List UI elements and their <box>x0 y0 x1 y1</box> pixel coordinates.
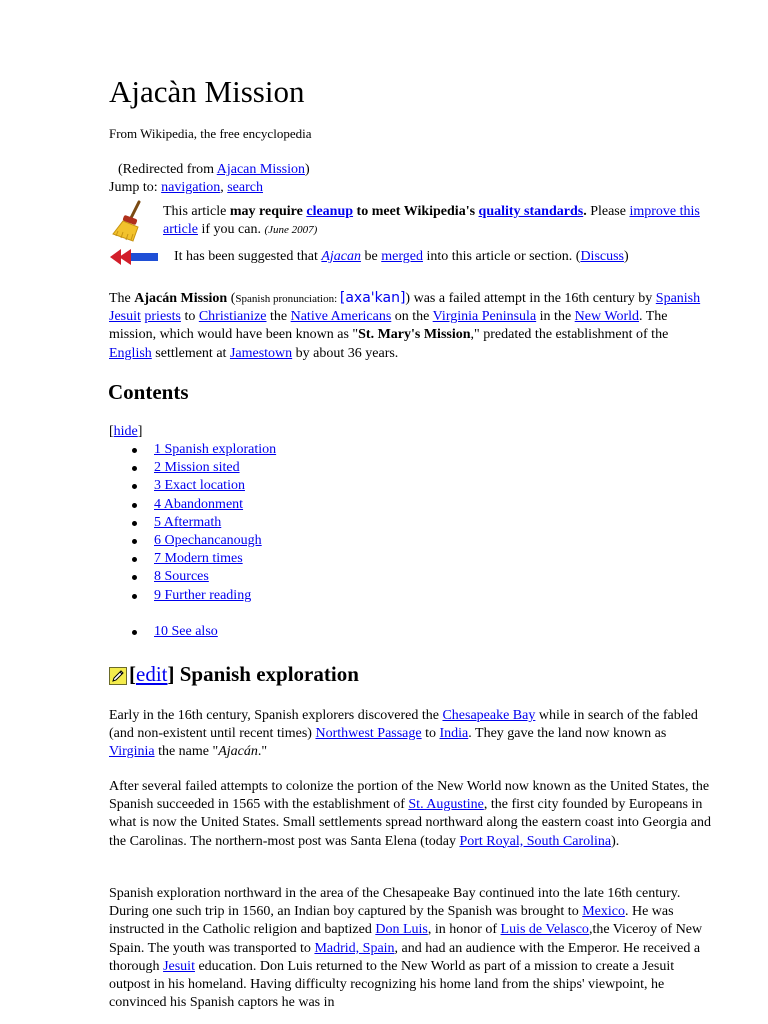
discuss-link[interactable]: Discuss <box>580 249 624 264</box>
intro-text: ) was a failed attempt in the 16th century by <box>405 291 656 306</box>
paragraph-text: education. Don Luis returned to the New World as part of a mission to create a Jesuit outpost in his homeland. Having difficulty recognizing his home land from the ships' viewpoint, he convinced his Spanish captors he was in <box>109 958 675 1011</box>
redirect-suffix: ) <box>305 162 310 177</box>
india-link[interactable]: India <box>439 726 469 742</box>
jump-separator: , <box>220 180 228 195</box>
toc-item <box>109 496 276 514</box>
intro-text: ( <box>227 291 236 306</box>
madrid-spain-link[interactable]: Madrid, Spain <box>314 940 395 956</box>
section-paragraph <box>109 778 713 851</box>
section-heading <box>109 662 359 687</box>
cleanup-notice <box>163 203 723 239</box>
jesuit-education-link[interactable]: Jesuit <box>163 958 195 974</box>
native-americans-link[interactable]: Native Americans <box>290 309 392 325</box>
paragraph-text: the name " <box>154 744 219 760</box>
quality-standards-link[interactable]: quality standards <box>478 204 584 219</box>
intro-text: The <box>109 291 135 306</box>
english-link[interactable]: English <box>109 345 152 361</box>
cleanup-link[interactable]: cleanup <box>306 204 354 219</box>
merged-link[interactable]: merged <box>381 249 423 264</box>
jamestown-link[interactable]: Jamestown <box>229 345 293 361</box>
st-augustine-link[interactable]: St. Augustine <box>408 797 484 813</box>
priests-link[interactable]: priests <box>144 309 181 325</box>
toc-link[interactable]: 5 Aftermath <box>154 514 222 530</box>
toc-bracket: [ <box>109 424 114 439</box>
section-paragraph <box>109 707 713 762</box>
jesuit-link[interactable]: Jesuit <box>109 309 141 325</box>
cleanup-bold-2: to meet Wikipedia's <box>353 204 479 219</box>
merge-target-link[interactable]: Ajacan <box>321 249 362 264</box>
paragraph-text: to <box>421 726 440 742</box>
northwest-passage-link[interactable]: Northwest Passage <box>315 726 422 742</box>
edit-section-link[interactable]: edit <box>136 662 168 686</box>
cleanup-date: (June 2007) <box>264 224 318 236</box>
luis-de-velasco-link[interactable]: Luis de Velasco <box>500 922 589 938</box>
paragraph-text: Early in the 16th century, Spanish explorers discovered the <box>109 708 443 723</box>
merge-notice <box>174 248 629 266</box>
pencil-icon[interactable] <box>109 666 127 684</box>
toc-link[interactable]: 6 Opechancanough <box>154 532 262 548</box>
toc-list <box>109 441 276 641</box>
toc-link[interactable]: 10 See also <box>154 623 218 639</box>
cleanup-bold-3: . <box>583 204 587 219</box>
jump-links <box>109 180 263 196</box>
jump-search-link[interactable]: search <box>227 180 263 195</box>
redirect-prefix: (Redirected from <box>118 162 217 177</box>
intro-text: by about 36 years. <box>292 345 399 361</box>
virginia-peninsula-link[interactable]: Virginia Peninsula <box>432 309 537 325</box>
intro-text: the <box>266 309 291 325</box>
paragraph-text: , the first city founded by Europeans in what is now the United States. Small settlements spread northward along the eastern coast into Georgia and the Carolinas. The northern-most post was Santa Elena (today <box>109 797 711 849</box>
merge-text-4: ) <box>624 249 629 264</box>
paragraph-text: After several failed attempts to colonize the portion of the New World now known as the United States, the Spanish succeeded in 1565 with the establishment of <box>109 779 710 813</box>
new-world-link[interactable]: New World <box>574 309 639 325</box>
section-paragraph <box>109 885 713 1012</box>
cleanup-text-2: Please <box>586 204 630 219</box>
edit-bracket: [ <box>129 662 136 686</box>
toc-item <box>109 623 276 641</box>
toc-link[interactable]: 2 Mission sited <box>154 460 240 476</box>
intro-bold: Ajacán Mission <box>134 291 228 306</box>
page-title: Ajacàn Mission <box>109 74 305 109</box>
intro-text: to <box>180 309 199 325</box>
intro-bold: St. Mary's Mission <box>358 327 471 343</box>
ipa-link[interactable]: [axa'kan] <box>339 290 406 306</box>
paragraph-text: Spanish exploration northward in the area of the Chesapeake Bay continued into the late 16th century. During one such trip in 1560, an Indian boy captured by the Spanish was brought to <box>109 886 681 920</box>
toc-item <box>109 532 276 550</box>
toc-link[interactable]: 4 Abandonment <box>154 496 244 512</box>
merge-arrow-icon <box>109 248 159 266</box>
merge-text-1: It has been suggested that <box>174 249 322 264</box>
toc-item <box>109 587 276 605</box>
paragraph-italic: Ajacán <box>218 744 258 760</box>
intro-paragraph <box>109 289 713 363</box>
toc-item <box>109 459 276 477</box>
improve-article-link[interactable]: improve this article <box>163 204 700 237</box>
edit-bracket: ] <box>167 662 175 686</box>
paragraph-text: , in honor of <box>427 922 501 938</box>
toc-hide-link[interactable]: hide <box>113 424 138 439</box>
cleanup-text-3: if you can. <box>197 222 265 237</box>
intro-text: in the <box>536 309 575 325</box>
paragraph-text: ,the Viceroy of New Spain. The youth was transported to <box>109 922 703 956</box>
toc-toggle <box>109 424 142 440</box>
toc-item <box>109 550 276 568</box>
chesapeake-bay-link[interactable]: Chesapeake Bay <box>442 708 536 723</box>
toc-item <box>109 568 276 586</box>
paragraph-text: , and had an audience with the Emperor. He received a thorough <box>109 940 701 974</box>
mexico-link[interactable]: Mexico <box>582 904 625 920</box>
toc-item <box>109 441 276 459</box>
paragraph-text: while in search of the fabled (and non-existent until recent times) <box>109 708 698 742</box>
toc-item <box>109 477 276 495</box>
virginia-link[interactable]: Virginia <box>109 744 155 760</box>
jump-navigation-link[interactable]: navigation <box>161 180 221 195</box>
toc-link[interactable]: 8 Sources <box>154 569 209 585</box>
toc-item <box>109 514 276 532</box>
spanish-link[interactable]: Spanish <box>655 291 701 306</box>
broom-icon <box>109 200 151 242</box>
toc-link[interactable]: 3 Exact location <box>154 478 245 494</box>
don-luis-link[interactable]: Don Luis <box>375 922 428 938</box>
toc-link[interactable]: 9 Further reading <box>154 587 252 603</box>
paragraph-text: ). <box>611 833 620 849</box>
toc-bracket: ] <box>137 424 143 439</box>
pronunciation-label: Spanish pronunciation: <box>235 293 340 305</box>
christianize-link[interactable]: Christianize <box>198 309 267 325</box>
site-tagline: From Wikipedia, the free encyclopedia <box>109 126 312 141</box>
cleanup-text-1: This article <box>163 204 230 219</box>
paragraph-text: . He was instructed in the Catholic religion and baptized <box>109 904 674 938</box>
merge-text-2: be <box>361 249 382 264</box>
intro-text: ," predated the establishment of the <box>470 327 669 343</box>
port-royal-link[interactable]: Port Royal, South Carolina <box>459 833 612 849</box>
toc-link[interactable]: 7 Modern times <box>154 551 243 567</box>
paragraph-text: ." <box>257 744 268 760</box>
jump-prefix: Jump to: <box>109 180 162 195</box>
redirect-note <box>118 162 310 178</box>
merge-text-3: into this article or section. ( <box>422 249 581 264</box>
redirect-source-link[interactable]: Ajacan Mission <box>216 162 306 177</box>
toc-heading: Contents <box>108 380 189 404</box>
cleanup-bold-1: may require <box>229 204 307 219</box>
paragraph-text: . They gave the land now known as <box>468 726 667 742</box>
section-title: Spanish exploration <box>174 662 359 686</box>
intro-text: on the <box>391 309 433 325</box>
intro-text: . The mission, which would have been known as " <box>109 309 668 343</box>
toc-link[interactable]: 1 Spanish exploration <box>154 442 277 457</box>
intro-text: settlement at <box>151 345 230 361</box>
